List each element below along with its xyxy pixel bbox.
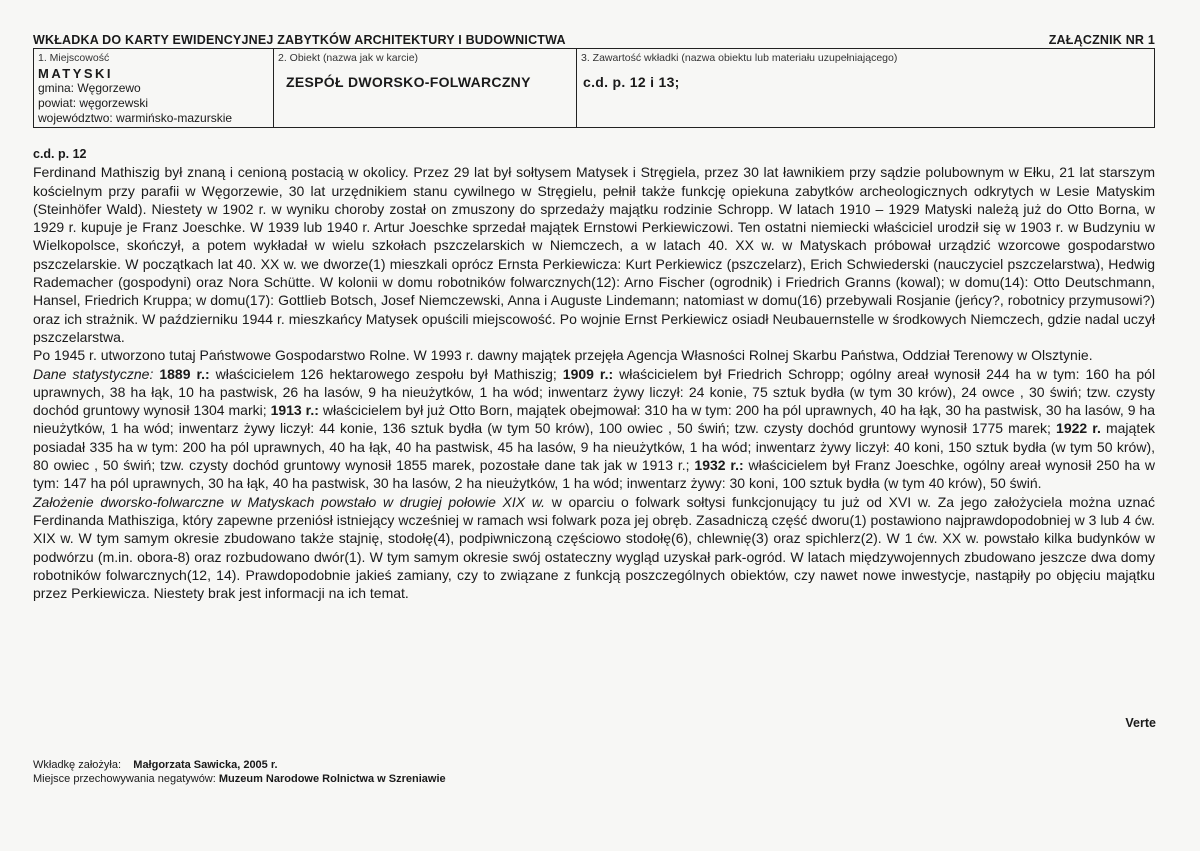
author-line xyxy=(33,758,446,772)
year-1909: 1909 r.: xyxy=(562,365,614,382)
storage-label: Miejsce przechowywania negatywów: xyxy=(33,773,216,785)
paragraph-postwar: Po 1945 r. utworzono tutaj Państwowe Gospodarstwo Rolne. W 1993 r. dawny majątek przejęła Agencja Własności Rolnej Skarbu Państwa, Oddział Terenowy w Olsztynie. xyxy=(33,347,1093,364)
form-table xyxy=(33,48,1155,128)
year-1913: 1913 r.: xyxy=(270,402,319,419)
content-value: c.d. p. 12 i 13; xyxy=(583,74,680,90)
annex-number: ZAŁĄCZNIK NR 1 xyxy=(1048,33,1155,47)
content-label: 3. Zawartość wkładki (nazwa obiektu lub materiału uzupełniającego) xyxy=(581,52,898,64)
locality-cell xyxy=(34,49,274,127)
text-1889: właścicielem 126 hektarowego zespołu był Mathiszig; xyxy=(215,365,557,382)
paragraph-statistics xyxy=(33,365,1155,493)
statistics-label: Dane statystyczne: xyxy=(33,365,154,382)
author-label: Wkładkę założyła: xyxy=(33,759,122,771)
object-name: ZESPÓŁ DWORSKO-FOLWARCZNY xyxy=(286,74,531,90)
content-cell xyxy=(577,49,1154,127)
section-heading: c.d. p. 12 xyxy=(33,147,87,161)
year-1922: 1922 r. xyxy=(1056,420,1101,437)
paragraph-history: Ferdinand Mathiszig był znaną i cenioną postacią w okolicy. Przez 29 lat był sołtysem Matysek i Stręgiela, przez 30 lat ławnikiem przy sądzie polubownym w Ełku, 21 lat starszym kościelnym przy parafii w Węgorzewie, 30 lat urzędnikiem stanu cywilnego w Stręgielu, pełnił także funkcję opiekuna zabytków archeologicznych odkrytych w Lesie Matyskim (Steinhöfer Wald). Niestety w 1902 r. w wyniku choroby został on zmuszony do sprzedaży majątku rodzinie Schropp. W latach 1910 – 1929 Matyski należą już do Otto Borna, w 1929 r. kupuje je Franz Joeschke. W 1939 lub 1940 r. Artur Joeschke sprzedał majątek Ernstowi Perkiewiczowi. Ten ostatni niemiecki właściciel urodził się w 1903 r. w Budzyniu w Wielkopolsce, skończył, a potem wykładał w wielu szkołach pszczelarskich w Niemczech, a w latach 40. XX w. w Matyskach próbował urządzić wzorcowe gospodarstwo pszczelarskie. W początkach lat 40. XX w. we dworze(1) mieszkali oprócz Ernsta Perkiewicza: Kurt Perkiewicz (pszczelarz), Erich Schwiederski (nauczyciel pszczelarstwa), Hedwig Rademacher (gospodyni) oraz Nora Schütte. W kolonii w domu robotników folwarcznych(12): Arno Fischer (ogrodnik) i Friedrich Granns (kowal); w domu(14): Otto Deutschmann, Hansel, Friedrich Kruppa; w domu(17): Gottlieb Botsch, Josef Niemczewski, Anna i Auguste Lindemann; natomiast w domu(16) przebywali Rosjanie (jeńcy?, robotnicy przymusowi?) oraz ich strażnik. W październiku 1944 r. mieszkańcy Matysek opuścili miejscowość. Po wojnie Ernst Perkiewicz osiadł Neubauernstelle w środkowych Niemczech, gdzie nadal uczył pszczelarstwa. xyxy=(33,164,1155,345)
text-1913: właścicielem był już Otto Born, majątek obejmował: 310 ha w tym: 200 ha pól uprawnych, 40 ha łąk, 30 ha pastwisk, 30 ha lasów, 9 ha nieużytków, 1 ha wód; inwentarz żywy liczył: 44 konie, 136 sztuk bydła (w tym 50 krów), 100 owiec , 50 świń; tzw. czysty dochód gruntowy wynosił 1775 marek; xyxy=(33,402,1156,437)
locality-name: MATYSKI xyxy=(38,66,114,81)
layout-label: Założenie dworsko-folwarczne w Matyskach powstało w drugiej połowie XIX w. xyxy=(33,493,546,510)
object-label: 2. Obiekt (nazwa jak w karcie) xyxy=(278,52,419,64)
locality-label: 1. Miejscowość xyxy=(38,52,110,64)
text-1932: właścicielem był Franz Joeschke, ogólny areał wynosił 250 ha w tym: 147 ha pól uprawnych, 30 ha łąk, 40 ha pastwisk, 30 ha lasów, 2 ha nieużytków, 1 ha wód; inwentarz żywy: 30 koni, 100 sztuk bydła (w tym 40 krów), 50 świń. xyxy=(33,457,1155,492)
document-title: WKŁADKA DO KARTY EWIDENCYJNEJ ZABYTKÓW ARCHITEKTURY I BUDOWNICTWA xyxy=(33,33,566,47)
storage-line xyxy=(33,772,446,786)
object-cell xyxy=(274,49,577,127)
wojewodztwo: województwo: warmińsko-mazurskie xyxy=(38,111,233,125)
gmina: gmina: Węgorzewo xyxy=(38,81,141,95)
author-name: Małgorzata Sawicka, 2005 r. xyxy=(133,759,278,771)
document-header xyxy=(33,33,1155,47)
document-footer xyxy=(33,758,446,786)
text-1909: właścicielem był Friedrich Schropp; ogólny areał wynosił 244 ha w tym: 160 ha pól uprawnych, 38 ha łąk, 10 ha pastwisk, 26 ha lasów, 9 ha nieużytków, 1 ha wód; inwentarz żywy liczył: 24 konie, 75 sztuk bydła (w tym 30 krów), 24 owce , 30 świń; tzw. czysty dochód gruntowy wynosił 1304 marki; xyxy=(33,365,1156,419)
text-1922: majątek posiadał 335 ha w tym: 200 ha pól uprawnych, 40 ha łąk, 40 ha pastwisk, 45 ha lasów, 9 ha nieużytków, 1 ha wód; inwentarz żywy liczył: 40 koni, 150 sztuk bydła (w tym 50 krów), 80 owiec , 50 świń; tzw. czysty dochód gruntowy wynosił 1855 marek, pozostałe dane tak jak w 1913 r.; xyxy=(33,420,1155,474)
powiat: powiat: węgorzewski xyxy=(38,96,149,110)
verte-label: Verte xyxy=(1125,716,1156,730)
year-1889: 1889 r.: xyxy=(159,365,210,382)
document-body xyxy=(33,145,1155,602)
year-1932: 1932 r.: xyxy=(694,457,744,474)
paragraph-layout xyxy=(33,493,1155,603)
layout-text: w oparciu o folwark sołtysi funkcjonujący tu już od XVI w. Za jego założyciela można uznać Ferdinanda Mathisziga, który zapewne przeniósł istniejący wcześniej w ramach wsi folwark poza jej obręb. Zasadniczą część dworu(1) postawiono najprawdopodobniej w 3 lub 4 ćw. XIX w. W tym samym okresie zbudowano także stajnię, stodołę(4), podpiwniczoną częściowo stodołę(6), chlewnię(3) oraz spichlerz(2). W 1 ćw. XX w. powstało kilka budynków w podwórzu (m.in. obora-8) oraz rozbudowano dwór(1). W tym samym okresie swój ostateczny wygląd uzyskał park-ogród. W latach międzywojennych zbudowano jeszcze dwa domy robotników folwarcznych(12, 14). Prawdopodobnie jakieś zamiany, czy to związane z funkcją poszczególnych obiektów, czy nawet nowe inwestycje, nastąpiły po objęciu majątku przez Perkiewicza. Niestety brak jest informacji na ich temat. xyxy=(33,493,1156,602)
storage-name: Muzeum Narodowe Rolnictwa w Szreniawie xyxy=(218,773,446,785)
